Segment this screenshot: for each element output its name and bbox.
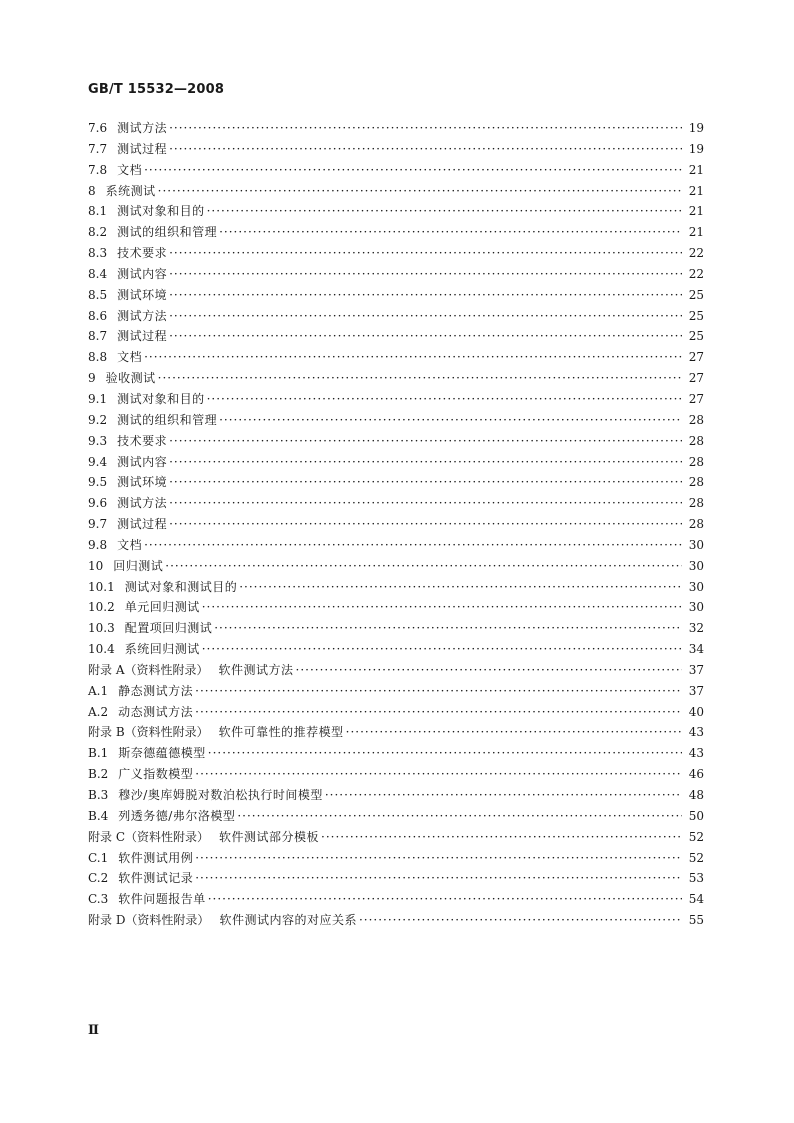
toc-entry[interactable] xyxy=(88,368,704,389)
toc-entry-number: 8 xyxy=(88,183,96,198)
toc-dot-leader xyxy=(169,118,682,139)
toc-entry-number: 9.2 xyxy=(88,412,108,427)
toc-entry-number: 10.4 xyxy=(88,642,115,657)
toc-entry[interactable] xyxy=(88,702,704,723)
toc-dot-leader xyxy=(195,681,682,702)
toc-entry-number: 10.1 xyxy=(88,579,115,594)
toc-dot-leader xyxy=(158,181,682,202)
toc-entry-title: 回归测试 xyxy=(113,558,164,573)
toc-dot-leader xyxy=(195,848,682,869)
toc-dot-leader xyxy=(296,660,683,681)
toc-entry-number: 8.2 xyxy=(88,225,108,240)
toc-entry-number: 8.6 xyxy=(88,308,108,323)
toc-dot-leader xyxy=(158,368,682,389)
toc-entry-number: A.2 xyxy=(88,704,109,719)
toc-entry-number: 9.8 xyxy=(88,537,108,552)
toc-dot-leader xyxy=(239,577,682,598)
toc-entry-number: C.3 xyxy=(88,892,109,907)
toc-entry-page-number: 28 xyxy=(688,433,704,448)
toc-entry-number: 附录 B（资料性附录） xyxy=(88,725,209,740)
toc-entry-title: 测试的组织和管理 xyxy=(117,412,218,427)
toc-entry-number: 8.8 xyxy=(88,350,108,365)
toc-entry-number: C.2 xyxy=(88,871,109,886)
toc-entry[interactable] xyxy=(88,243,704,264)
toc-entry-number: 9.6 xyxy=(88,496,108,511)
toc-entry-title: 测试过程 xyxy=(117,329,168,344)
toc-dot-leader xyxy=(144,347,682,368)
toc-entry-number: 8.5 xyxy=(88,287,108,302)
toc-entry[interactable] xyxy=(88,431,704,452)
toc-entry-number: C.1 xyxy=(88,850,109,865)
toc-entry-page-number: 28 xyxy=(688,475,704,490)
toc-entry-page-number: 37 xyxy=(688,662,704,677)
toc-entry[interactable] xyxy=(88,389,704,410)
toc-entry-number: 附录 C（资料性附录） xyxy=(88,829,209,844)
toc-entry-number: 9.5 xyxy=(88,475,108,490)
toc-entry-title: 系统测试 xyxy=(105,183,156,198)
toc-entry-number: 9.3 xyxy=(88,433,108,448)
toc-dot-leader xyxy=(359,910,682,931)
toc-entry-page-number: 19 xyxy=(688,141,704,156)
toc-entry-title: 测试方法 xyxy=(117,121,168,135)
toc-entry-title: 测试过程 xyxy=(117,141,168,156)
toc-entry-page-number: 28 xyxy=(688,412,704,427)
toc-entry-page-number: 25 xyxy=(688,287,704,302)
toc-entry-page-number: 32 xyxy=(688,621,704,636)
toc-entry[interactable] xyxy=(88,326,704,347)
toc-entry-title: 文档 xyxy=(117,350,143,365)
toc-entry-title: 穆沙/奥库姆脱对数泊松执行时间模型 xyxy=(118,788,323,802)
toc-entry-page-number: 25 xyxy=(688,329,704,344)
toc-entry-number: 7.7 xyxy=(88,141,108,156)
toc-entry[interactable] xyxy=(88,764,704,785)
toc-entry-title: 测试环境 xyxy=(117,287,168,302)
toc-dot-leader xyxy=(195,702,682,723)
standard-code-header: GB/T 15532—2008 xyxy=(88,82,225,97)
toc-dot-leader xyxy=(144,160,682,181)
toc-entry-page-number: 52 xyxy=(688,829,704,844)
toc-entry[interactable] xyxy=(88,827,704,848)
toc-dot-leader xyxy=(169,285,682,306)
toc-entry-number: B.1 xyxy=(88,746,109,761)
toc-dot-leader xyxy=(195,868,682,889)
toc-dot-leader xyxy=(346,722,682,743)
toc-entry[interactable] xyxy=(88,347,704,368)
toc-entry[interactable] xyxy=(88,181,704,202)
toc-entry-title: 测试方法 xyxy=(117,496,168,511)
toc-entry-title: 测试过程 xyxy=(117,517,168,532)
toc-dot-leader xyxy=(321,827,682,848)
toc-dot-leader xyxy=(325,785,682,806)
toc-entry-page-number: 22 xyxy=(688,246,704,261)
toc-entry-title: 测试的组织和管理 xyxy=(117,225,218,240)
toc-dot-leader xyxy=(207,201,682,222)
toc-dot-leader xyxy=(169,264,682,285)
toc-entry-number: 8.4 xyxy=(88,266,108,281)
toc-dot-leader xyxy=(214,618,682,639)
toc-entry-title: 软件可靠性的推荐模型 xyxy=(218,725,344,740)
toc-entry-number: B.4 xyxy=(88,808,109,823)
toc-entry-page-number: 37 xyxy=(688,683,704,698)
toc-dot-leader xyxy=(165,556,682,577)
toc-entry-number: 附录 A（资料性附录） xyxy=(88,662,209,677)
toc-entry-number: 10.3 xyxy=(88,621,115,636)
toc-entry-page-number: 22 xyxy=(688,266,704,281)
toc-entry-title: 测试对象和目的 xyxy=(117,391,205,406)
toc-entry-page-number: 19 xyxy=(688,121,704,135)
toc-entry-title: 测试方法 xyxy=(117,308,168,323)
toc-dot-leader xyxy=(202,639,682,660)
toc-entry-title: 软件问题报告单 xyxy=(118,892,206,907)
toc-dot-leader xyxy=(169,514,682,535)
toc-entry-page-number: 28 xyxy=(688,517,704,532)
toc-entry[interactable] xyxy=(88,660,704,681)
toc-entry-title: 软件测试部分模板 xyxy=(219,829,320,844)
toc-dot-leader xyxy=(208,743,682,764)
toc-entry-page-number: 52 xyxy=(688,850,704,865)
toc-entry-number: 9.4 xyxy=(88,454,108,469)
toc-dot-leader xyxy=(169,326,682,347)
toc-entry-page-number: 21 xyxy=(688,183,704,198)
toc-dot-leader xyxy=(169,243,682,264)
toc-entry[interactable] xyxy=(88,806,704,827)
toc-entry-title: 单元回归测试 xyxy=(124,600,200,615)
toc-entry-number: B.3 xyxy=(88,788,109,802)
toc-entry-page-number: 54 xyxy=(688,892,704,907)
toc-entry-page-number: 27 xyxy=(688,391,704,406)
toc-entry-title: 配置项回归测试 xyxy=(124,621,213,636)
toc-entry-title: 软件测试内容的对应关系 xyxy=(219,913,357,928)
toc-entry-page-number: 43 xyxy=(688,746,704,761)
toc-entry[interactable] xyxy=(88,514,704,535)
toc-entry-number: 8.3 xyxy=(88,246,108,261)
toc-entry-page-number: 43 xyxy=(688,725,704,740)
toc-entry-number: 10.2 xyxy=(88,600,115,615)
toc-entry-page-number: 48 xyxy=(688,788,704,802)
toc-entry-page-number: 30 xyxy=(688,558,704,573)
toc-entry-title: 文档 xyxy=(117,537,143,552)
toc-entry-title: 动态测试方法 xyxy=(118,704,194,719)
toc-entry-page-number: 34 xyxy=(688,642,704,657)
toc-entry-page-number: 28 xyxy=(688,496,704,511)
toc-entry[interactable] xyxy=(88,118,704,139)
toc-entry-page-number: 30 xyxy=(688,579,704,594)
toc-entry[interactable] xyxy=(88,639,704,660)
toc-entry[interactable] xyxy=(88,139,704,160)
toc-entry-page-number: 27 xyxy=(688,350,704,365)
toc-dot-leader xyxy=(169,139,682,160)
toc-dot-leader xyxy=(144,535,682,556)
toc-entry-page-number: 53 xyxy=(688,871,704,886)
toc-entry[interactable] xyxy=(88,201,704,222)
toc-entry[interactable] xyxy=(88,264,704,285)
toc-entry-number: 9.1 xyxy=(88,391,108,406)
toc-entry-number: A.1 xyxy=(88,683,109,698)
toc-entry-title: 测试对象和目的 xyxy=(117,204,205,219)
toc-entry-page-number: 28 xyxy=(688,454,704,469)
toc-entry-page-number: 30 xyxy=(688,537,704,552)
toc-entry-number: 8.7 xyxy=(88,329,108,344)
toc-entry-page-number: 40 xyxy=(688,704,704,719)
toc-entry-number: 9.7 xyxy=(88,517,108,532)
toc-entry-title: 测试内容 xyxy=(117,266,168,281)
toc-entry-title: 广义指数模型 xyxy=(118,767,194,782)
toc-entry-page-number: 30 xyxy=(688,600,704,615)
toc-entry-number: 7.6 xyxy=(88,121,108,135)
toc-entry-title: 软件测试用例 xyxy=(118,850,194,865)
toc-entry[interactable] xyxy=(88,889,704,910)
toc-dot-leader xyxy=(169,306,682,327)
toc-entry[interactable] xyxy=(88,577,704,598)
toc-dot-leader xyxy=(237,806,682,827)
toc-entry-page-number: 50 xyxy=(688,808,704,823)
toc-entry[interactable] xyxy=(88,785,704,806)
toc-dot-leader xyxy=(208,889,682,910)
toc-dot-leader xyxy=(195,764,682,785)
toc-entry-title: 软件测试记录 xyxy=(118,871,194,886)
toc-entry-title: 斯奈德蕴德模型 xyxy=(118,746,206,761)
toc-entry-title: 静态测试方法 xyxy=(118,683,194,698)
toc-entry[interactable] xyxy=(88,452,704,473)
toc-entry-title: 测试对象和测试目的 xyxy=(124,579,238,594)
toc-entry[interactable] xyxy=(88,743,704,764)
toc-entry[interactable] xyxy=(88,681,704,702)
toc-entry[interactable] xyxy=(88,306,704,327)
table-of-contents xyxy=(88,118,704,931)
toc-entry-title: 技术要求 xyxy=(117,246,168,261)
toc-dot-leader xyxy=(169,431,682,452)
toc-entry-title: 软件测试方法 xyxy=(218,662,294,677)
toc-entry[interactable] xyxy=(88,910,704,931)
toc-entry-title: 测试环境 xyxy=(117,475,168,490)
toc-entry-title: 列透务德/弗尔洛模型 xyxy=(118,808,236,823)
toc-entry-page-number: 25 xyxy=(688,308,704,323)
toc-entry-title: 验收测试 xyxy=(105,371,156,386)
toc-entry[interactable] xyxy=(88,848,704,869)
page-number: Ⅱ xyxy=(88,1023,99,1038)
toc-dot-leader xyxy=(219,410,682,431)
toc-entry[interactable] xyxy=(88,472,704,493)
toc-entry[interactable] xyxy=(88,556,704,577)
toc-entry[interactable] xyxy=(88,160,704,181)
toc-entry-number: B.2 xyxy=(88,767,109,782)
toc-entry[interactable] xyxy=(88,618,704,639)
toc-entry[interactable] xyxy=(88,410,704,431)
toc-entry-title: 文档 xyxy=(117,162,143,177)
toc-dot-leader xyxy=(169,493,682,514)
toc-dot-leader xyxy=(169,472,682,493)
toc-entry-number: 10 xyxy=(88,558,104,573)
toc-entry-page-number: 46 xyxy=(688,767,704,782)
toc-entry-number: 8.1 xyxy=(88,204,108,219)
toc-entry-page-number: 21 xyxy=(688,162,704,177)
toc-entry-number: 9 xyxy=(88,371,96,386)
toc-entry-title: 系统回归测试 xyxy=(124,642,200,657)
toc-entry[interactable] xyxy=(88,222,704,243)
toc-entry[interactable] xyxy=(88,285,704,306)
toc-entry[interactable] xyxy=(88,535,704,556)
toc-entry[interactable] xyxy=(88,597,704,618)
toc-entry[interactable] xyxy=(88,722,704,743)
toc-entry-page-number: 27 xyxy=(688,371,704,386)
toc-entry-page-number: 21 xyxy=(688,225,704,240)
toc-entry-number: 7.8 xyxy=(88,162,108,177)
toc-entry-title: 技术要求 xyxy=(117,433,168,448)
toc-entry-page-number: 21 xyxy=(688,204,704,219)
toc-dot-leader xyxy=(202,597,682,618)
toc-entry-number: 附录 D（资料性附录） xyxy=(88,913,210,928)
toc-dot-leader xyxy=(207,389,682,410)
toc-entry-page-number: 55 xyxy=(688,913,704,928)
toc-entry[interactable] xyxy=(88,868,704,889)
toc-entry-title: 测试内容 xyxy=(117,454,168,469)
toc-entry[interactable] xyxy=(88,493,704,514)
toc-dot-leader xyxy=(169,452,682,473)
toc-dot-leader xyxy=(219,222,682,243)
